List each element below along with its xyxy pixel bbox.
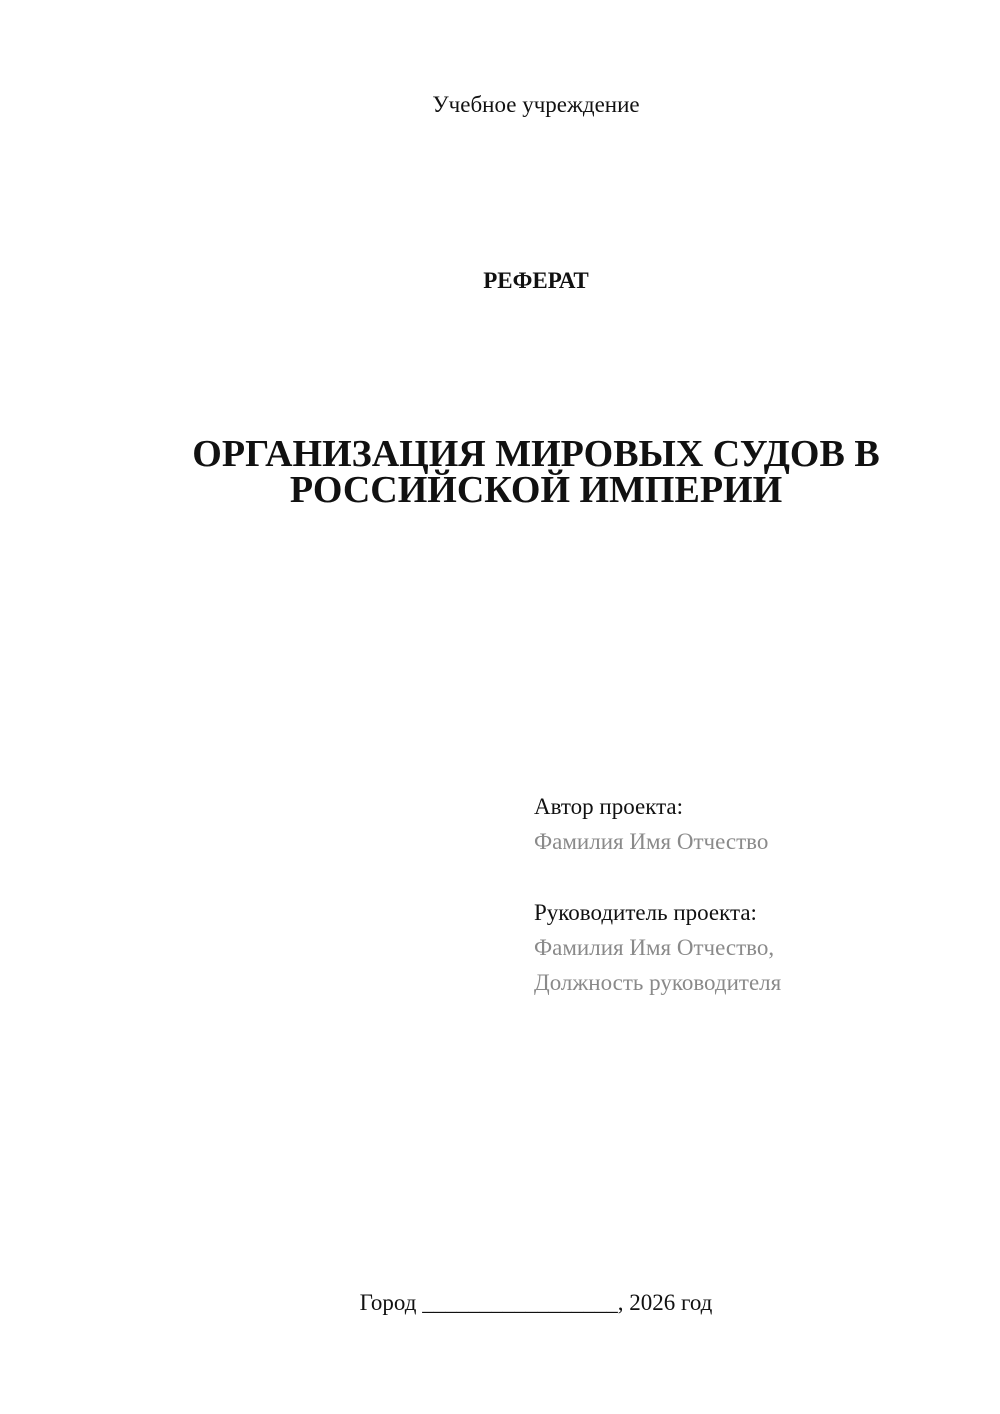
document-title-line-2: РОССИЙСКОЙ ИМПЕРИИ — [289, 469, 783, 511]
info-spacer — [534, 859, 781, 895]
supervisor-name: Фамилия Имя Отчество, — [534, 935, 775, 960]
author-name: Фамилия Имя Отчество — [534, 829, 769, 854]
project-info-block — [534, 789, 781, 1000]
institution-name: Учебное учреждение — [432, 92, 640, 117]
author-label: Автор проекта: — [534, 794, 683, 819]
supervisor-label: Руководитель проекта: — [534, 900, 757, 925]
document-type: РЕФЕРАТ — [483, 268, 589, 293]
document-title — [0, 433, 1000, 511]
city-year-line: Город _________________, 2026 год — [359, 1290, 713, 1315]
document-title-line-1: ОРГАНИЗАЦИЯ МИРОВЫХ СУДОВ В — [192, 433, 880, 475]
supervisor-position: Должность руководителя — [534, 970, 782, 995]
